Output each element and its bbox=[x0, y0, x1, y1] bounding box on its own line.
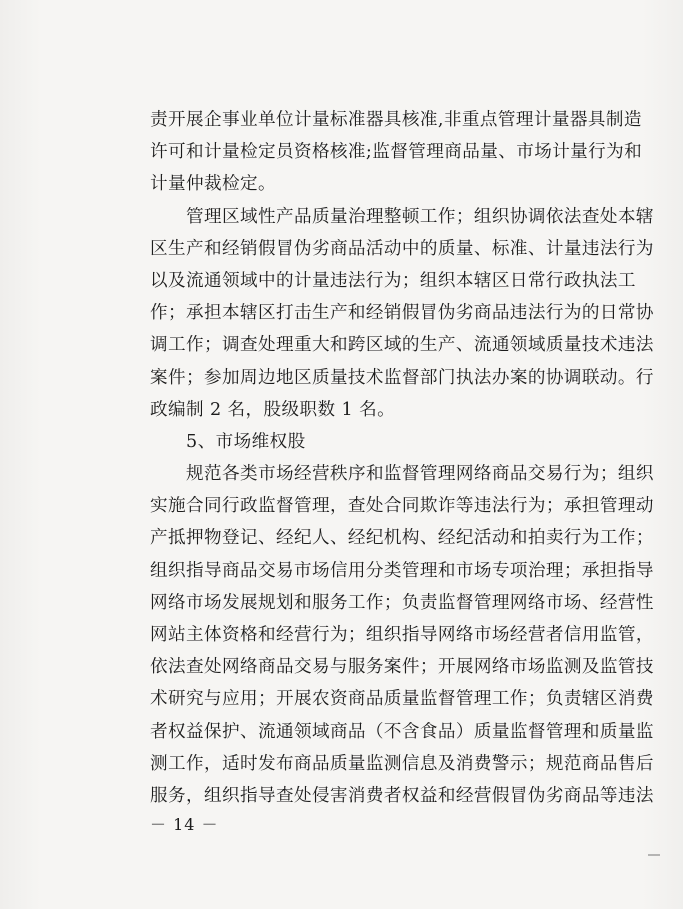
text-line: 网站主体资格和经营行为；组织指导网络市场经营者信用监管， bbox=[150, 625, 654, 645]
text-line: 服务，组织指导查处侵害消费者权益和经营假冒伪劣商品等违法 bbox=[150, 785, 654, 806]
text-line: 政编制 2 名，股级职数 1 名。 bbox=[150, 399, 396, 420]
text-line: 计量仲裁检定。 bbox=[150, 174, 276, 195]
page-number: － 14 － bbox=[150, 815, 219, 834]
text-line: 区生产和经销假冒伪劣商品活动中的质量、标准、计量违法行为 bbox=[150, 238, 654, 259]
text-line: 者权益保护、流通领域商品（不含食品）质量监督管理和质量监 bbox=[150, 721, 654, 742]
text-line: 网络市场发展规划和服务工作；负责监督管理网络市场、经营性 bbox=[150, 592, 654, 613]
text-line: 实施合同行政监督管理，查处合同欺诈等违法行为；承担管理动 bbox=[150, 496, 654, 517]
text-line: 许可和计量检定员资格核准;监督管理商品量、市场计量行为和 bbox=[150, 142, 643, 163]
text-line: 以及流通领域中的计量违法行为；组织本辖区日常行政执法工 bbox=[150, 270, 636, 291]
text-line: 5、市场维权股 bbox=[186, 431, 306, 452]
text-line: 组织指导商品交易市场信用分类管理和市场专项治理；承担指导 bbox=[150, 560, 654, 581]
text-line: 规范各类市场经营秩序和监督管理网络商品交易行为；组织 bbox=[186, 464, 654, 485]
body-text bbox=[150, 104, 654, 812]
text-line: 调工作；调查处理重大和跨区域的生产、流通领域质量技术违法 bbox=[150, 335, 654, 356]
text-line: 案件；参加周边地区质量技术监督部门执法办案的协调联动。行 bbox=[150, 367, 654, 388]
scan-artifact bbox=[648, 854, 660, 856]
text-line: 责开展企事业单位计量标准器具核准,非重点管理计量器具制造 bbox=[150, 110, 642, 130]
text-line: 依法查处网络商品交易与服务案件；开展网络市场监测及监管技 bbox=[150, 657, 654, 678]
text-line: 作；承担本辖区打击生产和经销假冒伪劣商品违法行为的日常协 bbox=[150, 303, 654, 324]
text-line: 测工作，适时发布商品质量监测信息及消费警示；规范商品售后 bbox=[150, 753, 654, 774]
text-line: 产抵押物登记、经纪人、经纪机构、经纪活动和拍卖行为工作； bbox=[150, 528, 654, 549]
text-line: 术研究与应用；开展农资商品质量监督管理工作；负责辖区消费 bbox=[150, 689, 654, 710]
text-line: 管理区域性产品质量治理整顿工作；组织协调依法查处本辖 bbox=[186, 206, 654, 227]
